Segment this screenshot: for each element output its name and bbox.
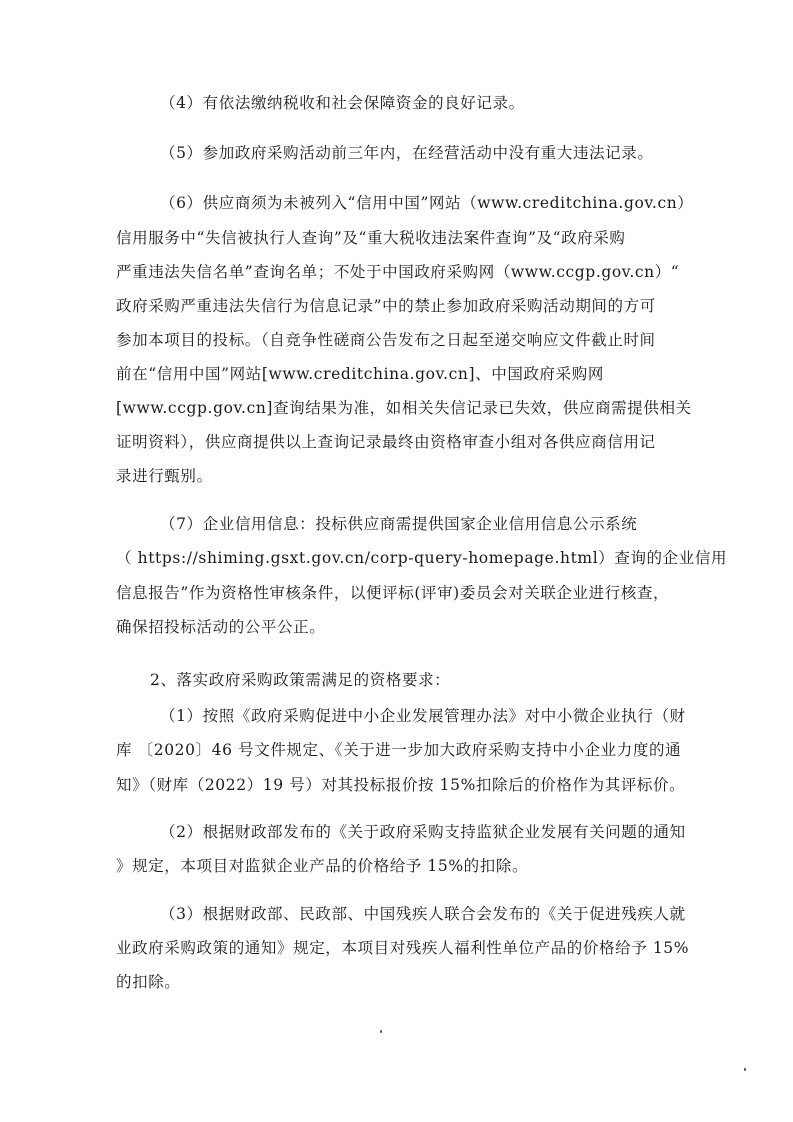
scan-mark — [744, 1068, 746, 1071]
policy-1-line-3: 知》（财库（2022）19 号）对其投标报价按 15%扣除后的价格作为其评标价。 — [116, 776, 686, 794]
policy-3-line-3: 的扣除。 — [116, 973, 181, 991]
item-6-line-5: 参加本项目的投标。（自竞争性磋商公告发布之日起至递交响应文件截止时间 — [116, 331, 656, 349]
item-7-line-1: （7）企业信用信息：投标供应商需提供国家企业信用信息公示系统 — [160, 515, 638, 533]
item-6-line-1: （6）供应商须为未被列入“信用中国”网站（www.creditchina.gov.cn） — [160, 194, 694, 212]
section-2-heading: 2、落实政府采购政策需满足的资格要求： — [150, 671, 451, 689]
item-6-line-9: 录进行甄别。 — [116, 467, 213, 485]
policy-3-line-1: （3）根据财政部、民政部、中国残疾人联合会发布的《关于促进残疾人就 — [160, 905, 686, 923]
scan-mark — [380, 1030, 382, 1033]
item-6-line-6: 前在“信用中国”网站[www.creditchina.gov.cn]、中国政府采购网 — [116, 365, 604, 383]
item-6-line-7: [www.ccgp.gov.cn]查询结果为准，如相关失信记录已失效，供应商需提供相关 — [116, 399, 692, 417]
policy-3-line-2: 业政府采购政策的通知》规定，本项目对残疾人福利性单位产品的价格给予 15% — [116, 939, 690, 957]
item-6-line-2: 信用服务中“失信被执行人查询”及“重大税收违法案件查询”及“政府采购 — [116, 229, 626, 247]
policy-1-line-1: （1）按照《政府采购促进中小企业发展管理办法》对中小微企业执行（财 — [160, 707, 686, 725]
item-7-line-3: 信息报告”作为资格性审核条件，以便评标(评审)委员会对关联企业进行核查， — [116, 584, 670, 602]
item-5-line-1: （5）参加政府采购活动前三年内，在经营活动中没有重大违法记录。 — [160, 144, 654, 162]
policy-2-line-2: 》规定，本项目对监狱企业产品的价格给予 15%的扣除。 — [116, 857, 529, 875]
item-7-line-4: 确保招投标活动的公平公正。 — [116, 618, 326, 636]
item-4-line-1: （4）有依法缴纳税收和社会保障资金的良好记录。 — [160, 94, 525, 112]
policy-1-line-2: 库 〔2020〕46 号文件规定、《关于进一步加大政府采购支持中小企业力度的通 — [116, 741, 682, 759]
item-6-line-4: 政府采购严重违法失信行为信息记录”中的禁止参加政府采购活动期间的方可 — [116, 297, 656, 315]
item-7-line-2: （ https://shiming.gsxt.gov.cn/corp-query-homepage.html）查询的企业信用 — [116, 549, 728, 567]
item-6-line-3: 严重违法失信名单”查询名单；不处于中国政府采购网（www.ccgp.gov.cn）“ — [116, 263, 680, 281]
policy-2-line-1: （2）根据财政部发布的《关于政府采购支持监狱企业发展有关问题的通知 — [160, 823, 686, 841]
item-6-line-8: 证明资料），供应商提供以上查询记录最终由资格审查小组对各供应商信用记 — [116, 433, 656, 451]
